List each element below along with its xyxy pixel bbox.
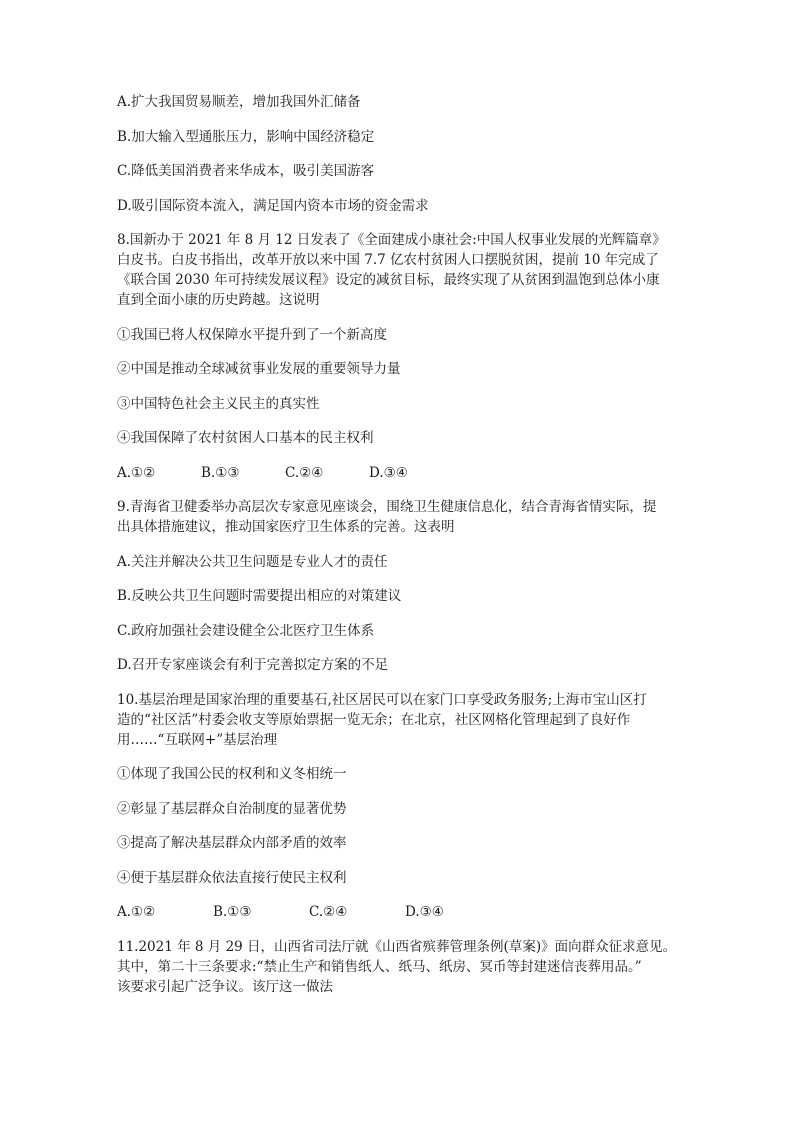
document-page [117, 92, 677, 1011]
q8-choice-c: C.②④ [285, 464, 324, 481]
q9-option-b: B.反映公共卫生问题时需要提出相应的对策建议 [117, 588, 402, 604]
q10-stem-line: 用……“互联网+”基层治理 [117, 731, 278, 748]
q9-option-d: D.召开专家座谈会有利于完善拟定方案的不足 [117, 657, 389, 673]
q10-statement-4: ④便于基层群众依法直接行使民主权利 [117, 869, 347, 886]
q7-option-d: D.吸引国际资本流入，满足国内资本市场的资金需求 [117, 197, 429, 214]
q10-choice-c: C.②④ [309, 904, 348, 920]
q7-option-a: A.扩大我国贸易顺差，增加我国外汇储备 [117, 94, 361, 110]
q10-stem-line: 造的“社区活”村委会收支等原始票据一览无余；在北京，社区网格化管理起到了良好作 [117, 711, 631, 728]
q11-stem-line: 其中，第二十三条要求:“禁止生产和销售纸人、纸马、纸房、冥币等封建迷信丧葬用品。” [117, 958, 642, 975]
q10-statement-2: ②彰显了基层群众自治制度的显著优势 [117, 800, 347, 817]
q8-statement-4: ④我国保障了农村贫困人口基本的民主权利 [117, 430, 374, 446]
q8-stem-line: 《联合国 2030 年可持续发展议程》设定的减贫目标，最终实现了从贫困到温饱到总体小康 [117, 272, 660, 288]
q7-option-c: C.降低美国消费者来华成本，吸引美国游客 [117, 163, 375, 179]
q8-stem-line: 白皮书。白皮书指出，改革开放以来中国 7.7 亿农村贫困人口摆脱贫困，提前 10 年完成了 [117, 252, 659, 268]
q10-choice-a: A.①② [117, 904, 156, 920]
q10-choices [117, 902, 677, 922]
q8-statement-3: ③中国特色社会主义民主的真实性 [117, 395, 320, 412]
q9-option-a: A.关注并解决公共卫生问题是专业人才的责任 [117, 553, 388, 570]
q10-choice-b: B.①③ [213, 904, 252, 920]
q8-choices [117, 463, 677, 483]
q9-stem-line: 9.青海省卫健委举办高层次专家意见座谈会，围绕卫生健康信息化，结合青海省情实际，提 [117, 499, 657, 515]
q10-stem-line: 10.基层治理是国家治理的重要基石,社区居民可以在家门口享受政务服务;上海市宝山区打 [117, 691, 647, 708]
q8-choice-a: A.①② [117, 464, 156, 481]
q8-choice-b: B.①③ [201, 464, 240, 481]
q8-stem-line: 8.国新办于 2021 年 8 月 12 日发表了《全面建成小康社会:中国人权事业发展的光辉篇章》 [117, 232, 666, 248]
q10-statement-1: ①体现了我国公民的权利和义冬相统一 [117, 766, 347, 782]
q8-statement-1: ①我国已将人权保障水平提升到了一个新高度 [117, 326, 387, 343]
q10-choice-d: D.③④ [405, 904, 444, 920]
q7-option-b: B.加大输入型通胀压力，影响中国经济稳定 [117, 128, 375, 145]
q8-stem [117, 230, 677, 310]
q8-stem-line: 直到全面小康的历史跨越。这说明 [117, 292, 320, 308]
q8-statement-2: ②中国是推动全球减贫事业发展的重要领导力量 [117, 361, 401, 377]
q10-stem [117, 690, 677, 750]
q11-stem-line: 该要求引起广泛争议。该厅这一做法 [117, 978, 333, 995]
q11-stem [117, 937, 677, 997]
q9-stem [117, 497, 677, 537]
q9-option-c: C.政府加强社会建设健全公北医疗卫生体系 [117, 622, 375, 639]
q8-choice-d: D.③④ [369, 464, 408, 481]
q10-statement-3: ③提高了解决基层群众内部矛盾的效率 [117, 835, 347, 851]
q11-stem-line: 11.2021 年 8 月 29 日，山西省司法厅就《山西省殡葬管理条例(草案)》面向群众征求意见。 [117, 938, 677, 955]
q9-stem-line: 出具体措施建议，推动国家医疗卫生体系的完善。这表明 [117, 519, 455, 535]
